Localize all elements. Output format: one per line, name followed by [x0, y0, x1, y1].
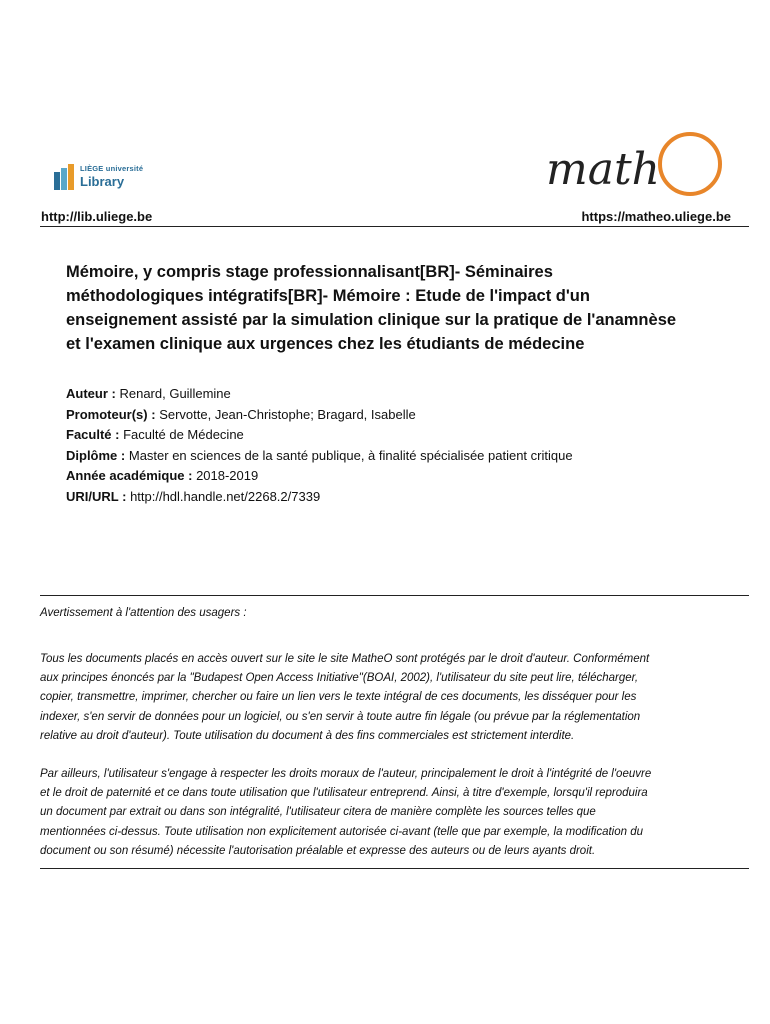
- meta-value: Master en sciences de la santé publique, à finalité spécialisée patient critique: [128, 447, 573, 463]
- meta-value: Servotte, Jean-Christophe; Bragard, Isabelle: [159, 406, 416, 422]
- matheo-logo-text: math: [546, 144, 660, 195]
- paragraph-line: et le droit de paternité et ce dans toute utilisation que l'utilisateur entreprend. Ainsi, à titre d'exemple, lorsqu'il reproduira: [40, 787, 648, 800]
- paragraph-line: copier, transmettre, imprimer, chercher ou faire un lien vers le texte intégral de ces documents, les disséquer pour les: [40, 691, 637, 704]
- paragraph-line: indexer, s'en servir de données pour un logiciel, ou s'en servir à toute autre fin légale (ou prévue par la réglementation: [40, 710, 641, 723]
- meta-row-academic-year: [66, 466, 726, 487]
- meta-row-diploma: [66, 446, 726, 467]
- paragraph-line: document ou son résumé) nécessite l'autorisation préalable et expresse des auteurs ou de leurs ayants droit.: [40, 844, 596, 857]
- matheo-link[interactable]: https://matheo.uliege.be: [581, 209, 731, 224]
- uliege-logo-big-text: Library: [80, 174, 125, 189]
- uliege-logo-icon: [54, 164, 76, 192]
- matheo-logo: [540, 126, 730, 202]
- meta-value: Faculté de Médecine: [123, 427, 244, 443]
- warning-paragraph-2: [40, 765, 740, 861]
- meta-label: Faculté :: [66, 427, 120, 443]
- warning-bottom-divider: [40, 868, 749, 869]
- meta-label: Année académique :: [66, 468, 193, 484]
- meta-row-promoters: [66, 405, 726, 426]
- uliege-library-logo: [54, 160, 184, 196]
- paragraph-line: Par ailleurs, l'utilisateur s'engage à respecter les droits moraux de l'auteur, principalement le droit à l'intégrité de l'oeuvre: [40, 768, 652, 780]
- paragraph-line: Tous les documents placés en accès ouvert sur le site le site MatheO sont protégés par le droit d'auteur. Conformément: [40, 653, 650, 665]
- warning-paragraph-1: [40, 650, 740, 746]
- header-divider: [40, 226, 749, 227]
- meta-row-author: [66, 384, 726, 405]
- paragraph-line: relative au droit d'auteur). Toute utilisation du document à des fins commerciales est strictement interdite.: [40, 729, 575, 742]
- meta-value: Renard, Guillemine: [119, 386, 231, 401]
- document-title: [66, 260, 716, 356]
- uliege-logo-small-text: LIÈGE université: [80, 164, 144, 173]
- meta-row-faculty: [66, 425, 726, 446]
- warning-title: Avertissement à l'attention des usagers :: [40, 607, 247, 619]
- title-line: méthodologiques intégratifs[BR]- Mémoire : Etude de l'impact d'un: [66, 287, 590, 305]
- paragraph-line: mentionnées ci-dessus. Toute utilisation non explicitement autorisée ci-avant (telle que par exemple, la modification du: [40, 825, 644, 838]
- meta-value: 2018-2019: [196, 468, 259, 484]
- meta-label: Diplôme :: [66, 447, 126, 463]
- document-metadata: [66, 384, 726, 508]
- paragraph-line: un document par extrait ou dans son intégralité, l'utilisateur citera de manière complète les sources telles que: [40, 806, 596, 819]
- title-line: enseignement assisté par la simulation clinique sur la pratique de l'anamnèse: [66, 311, 677, 329]
- meta-label: Promoteur(s) :: [66, 406, 156, 422]
- handle-link[interactable]: http://hdl.handle.net/2268.2/7339: [130, 488, 321, 504]
- meta-label: URI/URL :: [66, 488, 127, 504]
- matheo-logo-o: [660, 134, 720, 194]
- meta-label: Auteur :: [66, 386, 116, 401]
- title-line: et l'examen clinique aux urgences chez les étudiants de médecine: [66, 335, 585, 353]
- lib-uliege-link[interactable]: http://lib.uliege.be: [41, 209, 153, 224]
- meta-row-url: [66, 487, 726, 508]
- title-line: Mémoire, y compris stage professionnalisant[BR]- Séminaires: [66, 263, 553, 281]
- warning-top-divider: [40, 595, 749, 596]
- paragraph-line: aux principes énoncés par la "Budapest Open Access Initiative"(BOAI, 2002), l'utilisateur du site peut lire, télécharger,: [40, 672, 639, 685]
